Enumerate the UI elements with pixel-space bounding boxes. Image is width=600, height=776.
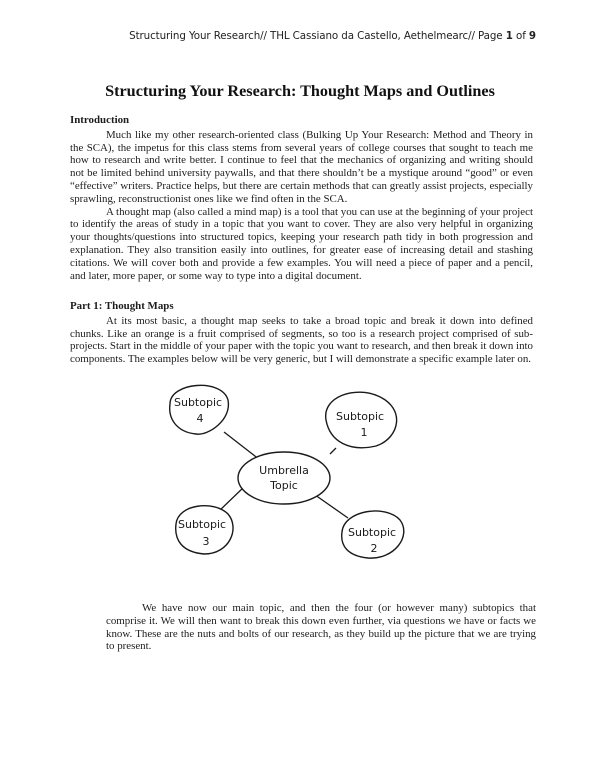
running-header-text: Structuring Your Research// THL Cassiano da Castello, Aethelmearc// Page <box>129 30 503 42</box>
connector-line-subtopic-1 <box>330 448 336 454</box>
part1-heading: Part 1: Thought Maps <box>70 300 174 312</box>
part1-paragraph: At its most basic, a thought map seeks to take a broad topic and break it down into defined chunks. Like an orange is a fruit comprised of segments, so too is a research project comprised of sub-projects. Start in the middle of your paper with the topic you want to research, and then break it down into components. The examples below will be very generic, but I will demonstrate a specific example later on. <box>70 314 533 366</box>
thought-map-diagram <box>160 372 430 566</box>
thought-map-svg <box>160 372 430 566</box>
connector-line-subtopic-4 <box>224 432 260 460</box>
subtopic-1-word: Subtopic <box>336 410 385 423</box>
subtopic-4-circle <box>170 385 229 434</box>
introduction-paragraph-1: Much like my other research-oriented class (Bulking Up Your Research: Method and Theory in the SCA), the impetus for this class stems from several years of college courses that sought to teach me how to research and write better. I continue to feel that the mechanics of organizing and writing should not be limited behind university paywalls, and that there shouldn’t be a mystique around “good” or even “effective” writers. Practice helps, but there are certain methods that can greatly assist projects, especially sprawling, reconstructionist ones like we find often in the SCA. <box>70 128 533 205</box>
subtopic-3-word: Subtopic <box>178 518 227 531</box>
subtopic-2-word: Subtopic <box>348 526 397 539</box>
subtopic-4-word: Subtopic <box>174 396 223 409</box>
document-title: Structuring Your Research: Thought Maps and Outlines <box>105 82 495 100</box>
connector-line-subtopic-3 <box>218 486 245 512</box>
running-header <box>129 30 536 42</box>
page-number: 1 <box>505 30 513 42</box>
page-of-label: of <box>516 30 526 42</box>
part1-section <box>70 300 533 366</box>
subtopic-3-number: 3 <box>202 535 210 548</box>
closing-paragraph: We have now our main topic, and then the four (or however many) subtopics that comprise it. We will then want to break this down even further, via questions we have or facts we know. These are the nuts and bolts of our research, as they build up the picture that we are trying to present. <box>106 602 536 653</box>
page-total: 9 <box>528 30 536 42</box>
introduction-section <box>70 114 533 282</box>
topic-word: Topic <box>270 479 298 492</box>
subtopic-2-number: 2 <box>370 542 378 555</box>
subtopic-1-number: 1 <box>360 426 368 439</box>
umbrella-word: Umbrella <box>259 464 309 477</box>
umbrella-topic-circle <box>238 452 330 504</box>
subtopic-4-number: 4 <box>196 412 204 425</box>
introduction-heading: Introduction <box>70 114 130 126</box>
introduction-paragraph-2: A thought map (also called a mind map) is a tool that you can use at the beginning of your project to identify the areas of study in a topic that you want to cover. They are also very helpful in organizing your thoughts/questions into structured topics, keeping your research path tidy in both progression and explanation. They also transition easily into outlines, for greater ease of increasing detail and stashing citations. We will cover both and provide a few examples. You will need a piece of paper and a pencil, and later, more paper, or some way to type into a digital document. <box>70 205 533 282</box>
